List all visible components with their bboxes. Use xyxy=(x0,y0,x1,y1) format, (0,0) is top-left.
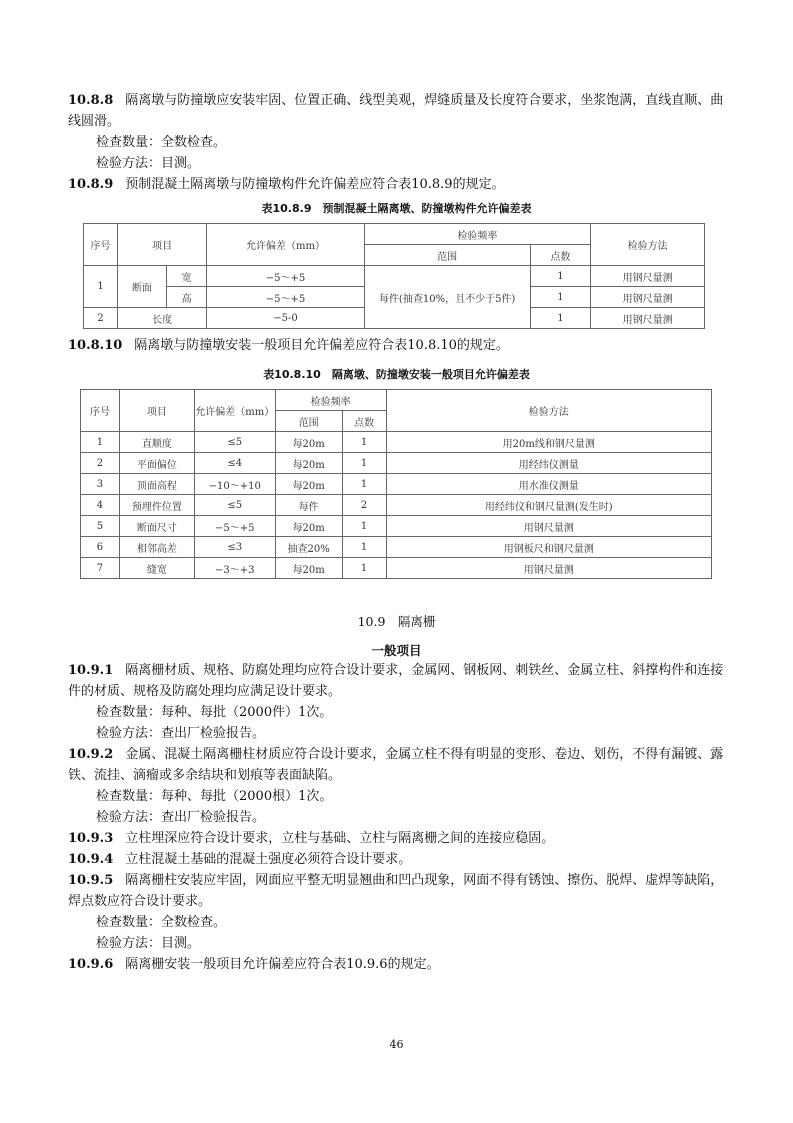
cell: 4 xyxy=(81,495,120,516)
clause-number: 10.9.3 xyxy=(68,831,114,846)
cell: 1 xyxy=(530,287,591,308)
cell: 用水准仪测量 xyxy=(386,474,711,495)
inspection-method: 检验方法：查出厂检验报告。 xyxy=(96,810,266,825)
table-row xyxy=(81,432,712,453)
cell: 1 xyxy=(342,453,386,474)
clause-number: 10.9.1 xyxy=(68,663,114,678)
table-10-8-10 xyxy=(80,389,712,579)
cell: 2 xyxy=(84,308,118,329)
clause-number: 10.9.6 xyxy=(68,957,114,972)
cell: 用钢尺量测 xyxy=(591,266,705,287)
table-row xyxy=(81,474,712,495)
header-cell: 项目 xyxy=(119,390,194,432)
cell: 相邻高差 xyxy=(119,537,194,558)
cell: 平面偏位 xyxy=(119,453,194,474)
inspection-quantity: 检查数量：每种、每批（2000件）1次。 xyxy=(96,705,333,720)
cell: 缝宽 xyxy=(119,558,194,579)
inspection-method: 检验方法：查出厂检验报告。 xyxy=(96,726,266,741)
table-row xyxy=(81,495,712,516)
cell: 每20m xyxy=(275,516,342,537)
clause-text: 隔离墩与防撞墩应安装牢固、位置正确、线型美观，焊缝质量及长度符合要求，坐浆饱满，直线直顺、曲线圆滑。 xyxy=(68,93,724,129)
header-cell: 范围 xyxy=(275,411,342,432)
clause-10-8-8 xyxy=(68,90,728,195)
table-caption: 表10.8.10 隔离墩、防撞墩安装一般项目允许偏差表 xyxy=(263,368,530,381)
subsection-title: 一般项目 xyxy=(371,643,422,658)
cell: 用20m线和钢尺量测 xyxy=(386,432,711,453)
cell: −10～+10 xyxy=(194,474,275,495)
inspection-method: 检验方法：目测。 xyxy=(96,936,201,951)
clause-number: 10.8.9 xyxy=(68,177,114,192)
clause-text: 隔离栅材质、规格、防腐处理均应符合设计要求，金属网、钢板网、刺铁丝、金属立柱、斜撑构件和连接件的材质、规格及防腐处理均应满足设计要求。 xyxy=(68,663,724,699)
clause-number: 10.9.2 xyxy=(68,747,114,762)
cell: 用钢尺量测 xyxy=(591,308,705,329)
inspection-method: 检验方法：目测。 xyxy=(96,156,201,171)
clause-text: 隔离栅安装一般项目允许偏差应符合表10.9.6的规定。 xyxy=(125,957,440,972)
table-row xyxy=(84,266,705,287)
cell: 6 xyxy=(81,537,120,558)
clause-number: 10.8.8 xyxy=(68,93,114,108)
cell: ≤3 xyxy=(194,537,275,558)
header-cell: 允许偏差（mm） xyxy=(207,224,364,266)
cell: −5～+5 xyxy=(194,516,275,537)
clause-number: 10.9.5 xyxy=(68,873,114,888)
cell: 1 xyxy=(81,432,120,453)
cell: 每20m xyxy=(275,453,342,474)
header-cell: 检验频率 xyxy=(275,390,386,411)
clause-text: 隔离墩与防撞墩安装一般项目允许偏差应符合表10.8.10的规定。 xyxy=(134,338,509,353)
clause-number: 10.9.4 xyxy=(68,852,114,867)
header-cell: 检验方法 xyxy=(591,224,705,266)
cell: ≤5 xyxy=(194,495,275,516)
inspection-quantity: 检查数量：每种、每批（2000根）1次。 xyxy=(96,789,333,804)
section-title: 10.9 隔离栅 xyxy=(357,614,436,629)
cell: 用经纬仪测量 xyxy=(386,453,711,474)
clause-text: 立柱混凝土基础的混凝土强度必须符合设计要求。 xyxy=(125,852,412,867)
header-cell: 范围 xyxy=(364,245,530,266)
header-cell: 检验方法 xyxy=(386,390,711,432)
cell: −5～+5 xyxy=(207,266,364,287)
section-10-9-body xyxy=(68,660,728,975)
cell: 断面尺寸 xyxy=(119,516,194,537)
cell: 2 xyxy=(342,495,386,516)
cell: 1 xyxy=(342,537,386,558)
clause-text: 立柱埋深应符合设计要求，立柱与基础、立柱与隔离栅之间的连接应稳固。 xyxy=(125,831,555,846)
cell: 顶面高程 xyxy=(119,474,194,495)
header-cell: 点数 xyxy=(530,245,591,266)
cell: 预埋件位置 xyxy=(119,495,194,516)
table-row xyxy=(81,558,712,579)
cell: 1 xyxy=(530,308,591,329)
clause-number: 10.8.10 xyxy=(68,338,123,353)
page-number: 46 xyxy=(389,1038,404,1051)
cell: 每20m xyxy=(275,558,342,579)
header-cell: 项目 xyxy=(118,224,207,266)
table-row xyxy=(81,516,712,537)
cell: 用钢尺量测 xyxy=(386,558,711,579)
clause-text: 隔离栅柱安装应牢固，网面应平整无明显翘曲和凹凸现象，网面不得有锈蚀、擦伤、脱焊、虚焊等缺陷，焊点数应符合设计要求。 xyxy=(68,873,724,909)
cell: 1 xyxy=(342,516,386,537)
header-cell: 点数 xyxy=(342,411,386,432)
cell: −3～+3 xyxy=(194,558,275,579)
table-caption: 表10.8.9 预制混凝土隔离墩、防撞墩构件允许偏差表 xyxy=(261,202,532,215)
cell: 抽查20% xyxy=(275,537,342,558)
inspection-quantity: 检查数量：全数检查。 xyxy=(96,915,227,930)
cell: 2 xyxy=(81,453,120,474)
header-cell: 序号 xyxy=(84,224,118,266)
cell: 高 xyxy=(166,287,206,308)
cell: ≤4 xyxy=(194,453,275,474)
cell: 长度 xyxy=(118,308,207,329)
header-cell: 序号 xyxy=(81,390,120,432)
cell: ≤5 xyxy=(194,432,275,453)
cell: 直顺度 xyxy=(119,432,194,453)
clause-text: 金属、混凝土隔离栅柱材质应符合设计要求，金属立柱不得有明显的变形、卷边、划伤，不得有漏镀、露铁、流挂、滴瘤或多余结块和划痕等表面缺陷。 xyxy=(68,747,724,783)
clause-10-8-10 xyxy=(68,335,728,356)
cell: 每20m xyxy=(275,432,342,453)
cell: 宽 xyxy=(166,266,206,287)
inspection-quantity: 检查数量：全数检查。 xyxy=(96,135,227,150)
cell: 3 xyxy=(81,474,120,495)
cell: 1 xyxy=(342,432,386,453)
cell: 1 xyxy=(342,558,386,579)
cell: 用钢板尺和钢尺量测 xyxy=(386,537,711,558)
cell: 1 xyxy=(342,474,386,495)
cell: 每件 xyxy=(275,495,342,516)
cell: 用钢尺量测 xyxy=(386,516,711,537)
table-row xyxy=(81,453,712,474)
table-row xyxy=(81,537,712,558)
cell: 5 xyxy=(81,516,120,537)
header-cell: 允许偏差（mm） xyxy=(194,390,275,432)
cell: 断面 xyxy=(118,266,167,308)
cell: 用经纬仪和钢尺量测(发生时) xyxy=(386,495,711,516)
cell: 每件(抽查10%，且不少于5件) xyxy=(364,266,530,329)
header-cell: 检验频率 xyxy=(364,224,590,245)
cell: 7 xyxy=(81,558,120,579)
clause-text: 预制混凝土隔离墩与防撞墩构件允许偏差应符合表10.8.9的规定。 xyxy=(125,177,505,192)
cell: 用钢尺量测 xyxy=(591,287,705,308)
cell: 每20m xyxy=(275,474,342,495)
table-10-8-9 xyxy=(83,223,705,329)
cell: 1 xyxy=(530,266,591,287)
cell: 1 xyxy=(84,266,118,308)
cell: −5-0 xyxy=(207,308,364,329)
cell: −5～+5 xyxy=(207,287,364,308)
